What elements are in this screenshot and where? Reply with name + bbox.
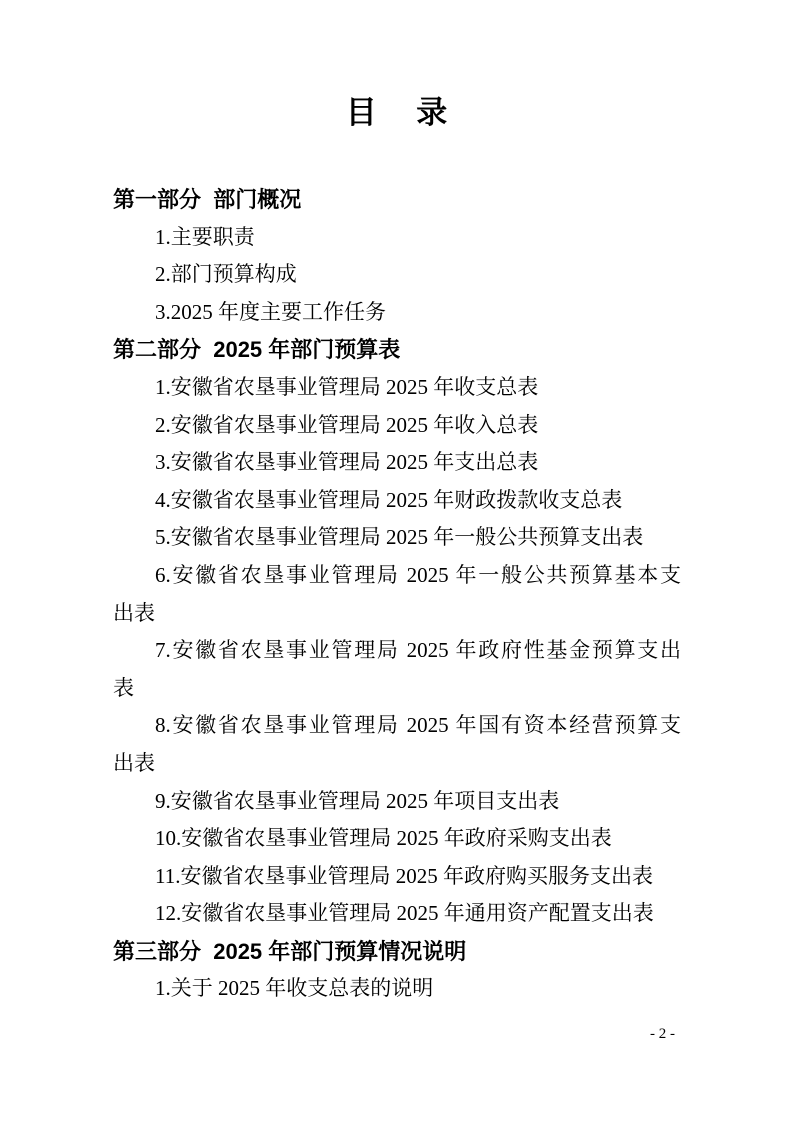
toc-entry-continuation: 表 [113, 675, 134, 700]
toc-entry: 7.安徽省农垦事业管理局 2025 年政府性基金预算支出 [155, 638, 681, 663]
toc-entry: 12.安徽省农垦事业管理局 2025 年通用资产配置支出表 [155, 901, 654, 926]
toc-entry: 3.2025 年度主要工作任务 [155, 299, 386, 324]
toc-entry: 1.主要职责 [155, 224, 255, 249]
toc-entry: 11.安徽省农垦事业管理局 2025 年政府购买服务支出表 [155, 863, 653, 888]
page-title: 目 录 [345, 95, 449, 130]
toc-entry: 5.安徽省农垦事业管理局 2025 年一般公共预算支出表 [155, 525, 644, 550]
toc-entry: 4.安徽省农垦事业管理局 2025 年财政拨款收支总表 [155, 487, 623, 512]
toc-entry: 6.安徽省农垦事业管理局 2025 年一般公共预算基本支 [155, 562, 681, 587]
toc-entry: 3.安徽省农垦事业管理局 2025 年支出总表 [155, 450, 539, 475]
section-heading-part3: 第三部分 2025 年部门预算情况说明 [113, 938, 467, 964]
toc-entry: 9.安徽省农垦事业管理局 2025 年项目支出表 [155, 788, 560, 813]
toc-entry: 10.安徽省农垦事业管理局 2025 年政府采购支出表 [155, 826, 612, 851]
toc-entry-continuation: 出表 [113, 750, 155, 775]
section-heading-part2: 第二部分 2025 年部门预算表 [113, 337, 401, 363]
table-of-contents [113, 181, 681, 1008]
toc-entry: 2.部门预算构成 [155, 262, 297, 287]
page-number: - 2 - [650, 1026, 675, 1042]
toc-entry: 2.安徽省农垦事业管理局 2025 年收入总表 [155, 412, 539, 437]
toc-entry: 8.安徽省农垦事业管理局 2025 年国有资本经营预算支 [155, 713, 681, 738]
toc-entry: 1.关于 2025 年收支总表的说明 [155, 976, 434, 1001]
section-heading-part1: 第一部分 部门概况 [113, 187, 302, 212]
toc-entry-continuation: 出表 [113, 600, 155, 625]
toc-entry: 1.安徽省农垦事业管理局 2025 年收支总表 [155, 374, 539, 399]
